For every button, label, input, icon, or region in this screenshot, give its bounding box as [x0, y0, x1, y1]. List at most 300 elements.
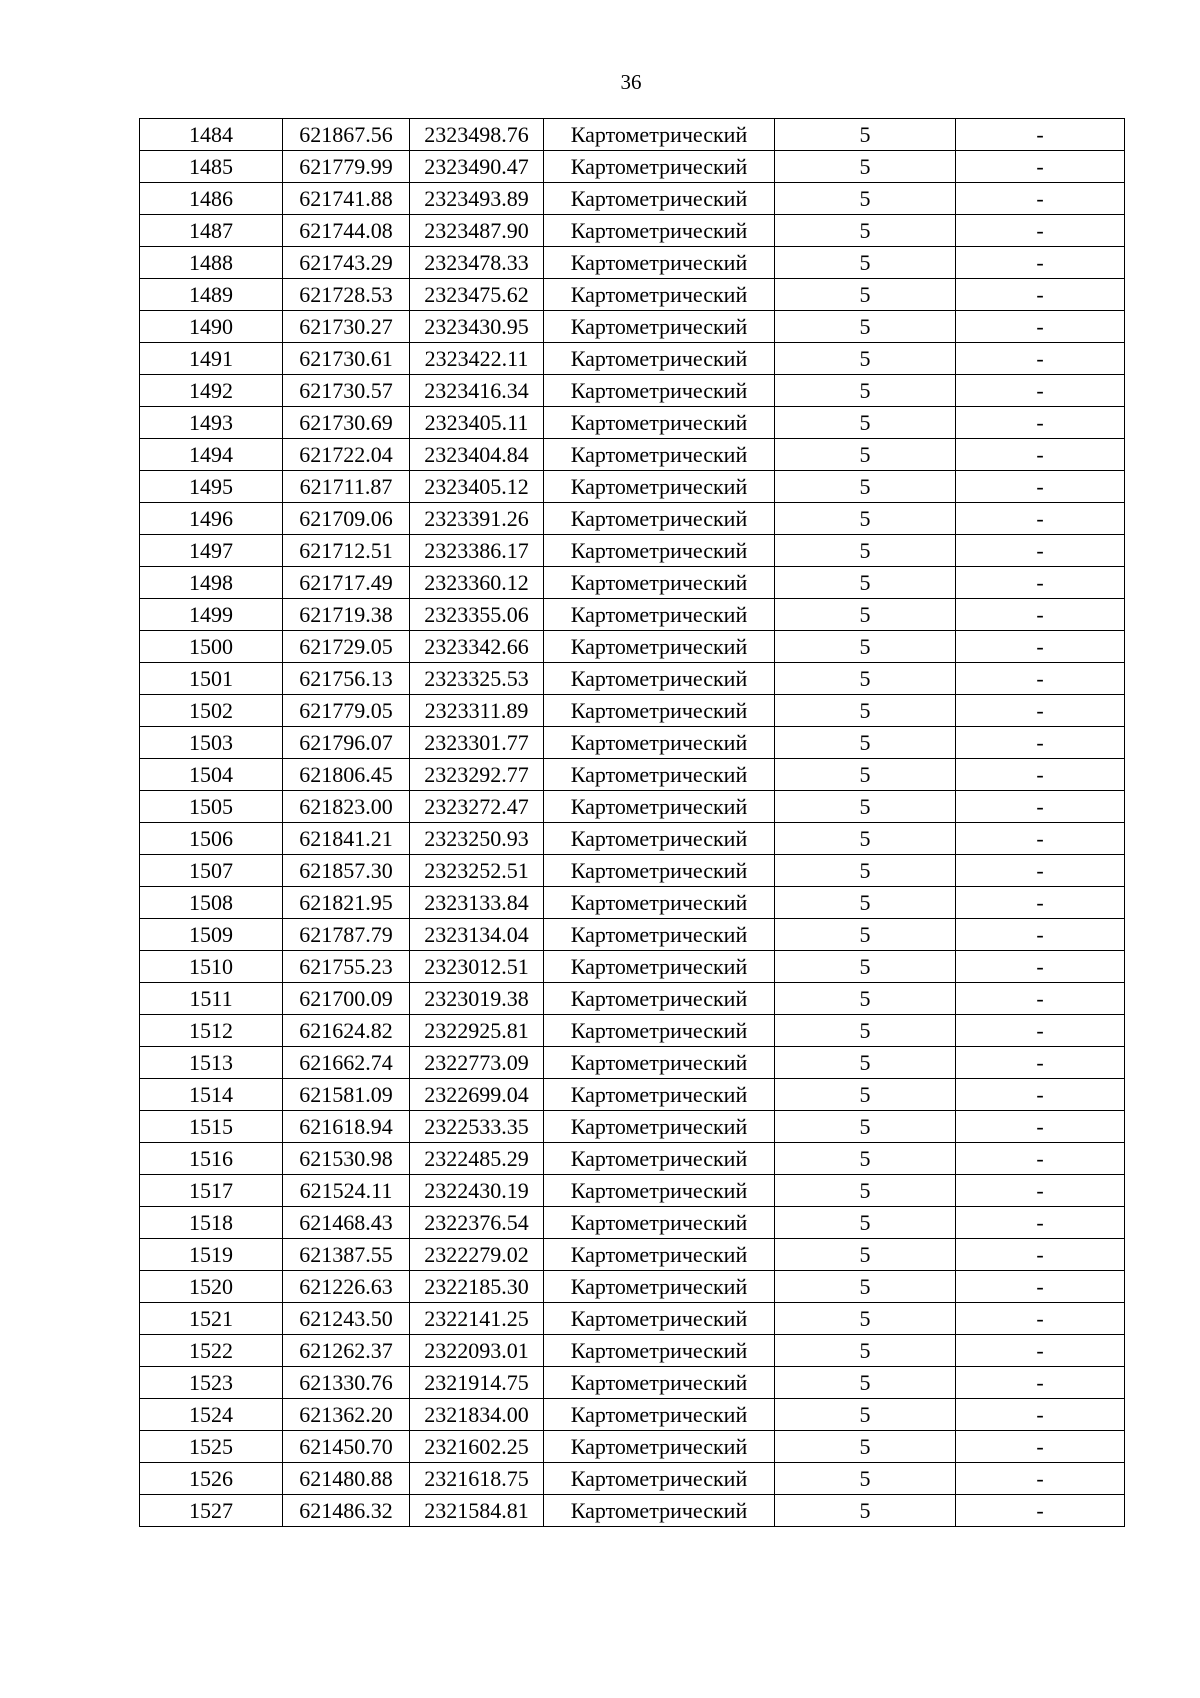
accuracy-cell: 5 — [775, 1143, 956, 1175]
point-number-cell: 1508 — [140, 887, 283, 919]
point-number-cell: 1492 — [140, 375, 283, 407]
method-cell: Картометрический — [544, 663, 775, 695]
method-cell: Картометрический — [544, 1079, 775, 1111]
accuracy-cell: 5 — [775, 503, 956, 535]
method-cell: Картометрический — [544, 919, 775, 951]
accuracy-cell: 5 — [775, 1367, 956, 1399]
x-coordinate-cell: 621262.37 — [283, 1335, 410, 1367]
table-row — [140, 663, 1125, 695]
y-coordinate-cell: 2323311.89 — [410, 695, 544, 727]
method-cell: Картометрический — [544, 1431, 775, 1463]
table-row — [140, 1143, 1125, 1175]
method-cell: Картометрический — [544, 311, 775, 343]
x-coordinate-cell: 621387.55 — [283, 1239, 410, 1271]
point-number-cell: 1514 — [140, 1079, 283, 1111]
point-number-cell: 1495 — [140, 471, 283, 503]
table-row — [140, 1463, 1125, 1495]
method-cell: Картометрический — [544, 119, 775, 151]
point-number-cell: 1502 — [140, 695, 283, 727]
y-coordinate-cell: 2323490.47 — [410, 151, 544, 183]
method-cell: Картометрический — [544, 983, 775, 1015]
y-coordinate-cell: 2323498.76 — [410, 119, 544, 151]
point-number-cell: 1512 — [140, 1015, 283, 1047]
accuracy-cell: 5 — [775, 695, 956, 727]
point-number-cell: 1503 — [140, 727, 283, 759]
accuracy-cell: 5 — [775, 791, 956, 823]
note-cell: - — [956, 151, 1125, 183]
method-cell: Картометрический — [544, 407, 775, 439]
accuracy-cell: 5 — [775, 567, 956, 599]
accuracy-cell: 5 — [775, 1271, 956, 1303]
accuracy-cell: 5 — [775, 407, 956, 439]
method-cell: Картометрический — [544, 215, 775, 247]
note-cell: - — [956, 951, 1125, 983]
accuracy-cell: 5 — [775, 727, 956, 759]
y-coordinate-cell: 2323422.11 — [410, 343, 544, 375]
y-coordinate-cell: 2323325.53 — [410, 663, 544, 695]
note-cell: - — [956, 631, 1125, 663]
note-cell: - — [956, 1175, 1125, 1207]
y-coordinate-cell: 2323250.93 — [410, 823, 544, 855]
note-cell: - — [956, 407, 1125, 439]
x-coordinate-cell: 621730.61 — [283, 343, 410, 375]
note-cell: - — [956, 1463, 1125, 1495]
table-row — [140, 1015, 1125, 1047]
table-row — [140, 279, 1125, 311]
point-number-cell: 1494 — [140, 439, 283, 471]
y-coordinate-cell: 2321602.25 — [410, 1431, 544, 1463]
table-row — [140, 1303, 1125, 1335]
method-cell: Картометрический — [544, 727, 775, 759]
method-cell: Картометрический — [544, 759, 775, 791]
note-cell: - — [956, 1143, 1125, 1175]
accuracy-cell: 5 — [775, 1303, 956, 1335]
coordinates-table — [139, 118, 1125, 1527]
note-cell: - — [956, 183, 1125, 215]
x-coordinate-cell: 621744.08 — [283, 215, 410, 247]
method-cell: Картометрический — [544, 791, 775, 823]
x-coordinate-cell: 621709.06 — [283, 503, 410, 535]
table-row — [140, 791, 1125, 823]
accuracy-cell: 5 — [775, 311, 956, 343]
point-number-cell: 1523 — [140, 1367, 283, 1399]
accuracy-cell: 5 — [775, 1175, 956, 1207]
x-coordinate-cell: 621330.76 — [283, 1367, 410, 1399]
table-row — [140, 823, 1125, 855]
accuracy-cell: 5 — [775, 439, 956, 471]
x-coordinate-cell: 621755.23 — [283, 951, 410, 983]
method-cell: Картометрический — [544, 151, 775, 183]
y-coordinate-cell: 2323478.33 — [410, 247, 544, 279]
x-coordinate-cell: 621728.53 — [283, 279, 410, 311]
x-coordinate-cell: 621468.43 — [283, 1207, 410, 1239]
x-coordinate-cell: 621530.98 — [283, 1143, 410, 1175]
x-coordinate-cell: 621480.88 — [283, 1463, 410, 1495]
table-row — [140, 375, 1125, 407]
table-row — [140, 1207, 1125, 1239]
table-row — [140, 631, 1125, 663]
y-coordinate-cell: 2321584.81 — [410, 1495, 544, 1527]
table-row — [140, 727, 1125, 759]
y-coordinate-cell: 2323252.51 — [410, 855, 544, 887]
accuracy-cell: 5 — [775, 759, 956, 791]
accuracy-cell: 5 — [775, 599, 956, 631]
y-coordinate-cell: 2323416.34 — [410, 375, 544, 407]
note-cell: - — [956, 1015, 1125, 1047]
accuracy-cell: 5 — [775, 1047, 956, 1079]
x-coordinate-cell: 621524.11 — [283, 1175, 410, 1207]
method-cell: Картометрический — [544, 183, 775, 215]
note-cell: - — [956, 567, 1125, 599]
method-cell: Картометрический — [544, 567, 775, 599]
y-coordinate-cell: 2321834.00 — [410, 1399, 544, 1431]
point-number-cell: 1500 — [140, 631, 283, 663]
accuracy-cell: 5 — [775, 951, 956, 983]
point-number-cell: 1490 — [140, 311, 283, 343]
accuracy-cell: 5 — [775, 471, 956, 503]
x-coordinate-cell: 621450.70 — [283, 1431, 410, 1463]
accuracy-cell: 5 — [775, 535, 956, 567]
y-coordinate-cell: 2323487.90 — [410, 215, 544, 247]
x-coordinate-cell: 621779.05 — [283, 695, 410, 727]
point-number-cell: 1485 — [140, 151, 283, 183]
x-coordinate-cell: 621722.04 — [283, 439, 410, 471]
note-cell: - — [956, 503, 1125, 535]
accuracy-cell: 5 — [775, 1111, 956, 1143]
y-coordinate-cell: 2323292.77 — [410, 759, 544, 791]
note-cell: - — [956, 1367, 1125, 1399]
point-number-cell: 1520 — [140, 1271, 283, 1303]
table-row — [140, 439, 1125, 471]
y-coordinate-cell: 2323475.62 — [410, 279, 544, 311]
x-coordinate-cell: 621624.82 — [283, 1015, 410, 1047]
note-cell: - — [956, 279, 1125, 311]
note-cell: - — [956, 1431, 1125, 1463]
point-number-cell: 1517 — [140, 1175, 283, 1207]
table-row — [140, 215, 1125, 247]
page-number: 36 — [620, 70, 642, 94]
y-coordinate-cell: 2322430.19 — [410, 1175, 544, 1207]
table-row — [140, 887, 1125, 919]
method-cell: Картометрический — [544, 1303, 775, 1335]
point-number-cell: 1486 — [140, 183, 283, 215]
x-coordinate-cell: 621362.20 — [283, 1399, 410, 1431]
note-cell: - — [956, 1079, 1125, 1111]
x-coordinate-cell: 621821.95 — [283, 887, 410, 919]
method-cell: Картометрический — [544, 1463, 775, 1495]
table-row — [140, 599, 1125, 631]
x-coordinate-cell: 621779.99 — [283, 151, 410, 183]
table-row — [140, 1175, 1125, 1207]
accuracy-cell: 5 — [775, 823, 956, 855]
y-coordinate-cell: 2323430.95 — [410, 311, 544, 343]
accuracy-cell: 5 — [775, 1495, 956, 1527]
table-row — [140, 1495, 1125, 1527]
accuracy-cell: 5 — [775, 343, 956, 375]
y-coordinate-cell: 2323019.38 — [410, 983, 544, 1015]
x-coordinate-cell: 621662.74 — [283, 1047, 410, 1079]
y-coordinate-cell: 2322093.01 — [410, 1335, 544, 1367]
method-cell: Картометрический — [544, 535, 775, 567]
y-coordinate-cell: 2323272.47 — [410, 791, 544, 823]
point-number-cell: 1525 — [140, 1431, 283, 1463]
y-coordinate-cell: 2322141.25 — [410, 1303, 544, 1335]
method-cell: Картометрический — [544, 247, 775, 279]
point-number-cell: 1507 — [140, 855, 283, 887]
x-coordinate-cell: 621717.49 — [283, 567, 410, 599]
note-cell: - — [956, 1495, 1125, 1527]
point-number-cell: 1524 — [140, 1399, 283, 1431]
table-row — [140, 183, 1125, 215]
x-coordinate-cell: 621730.27 — [283, 311, 410, 343]
x-coordinate-cell: 621823.00 — [283, 791, 410, 823]
accuracy-cell: 5 — [775, 279, 956, 311]
accuracy-cell: 5 — [775, 1463, 956, 1495]
y-coordinate-cell: 2322279.02 — [410, 1239, 544, 1271]
note-cell: - — [956, 983, 1125, 1015]
x-coordinate-cell: 621756.13 — [283, 663, 410, 695]
accuracy-cell: 5 — [775, 1399, 956, 1431]
x-coordinate-cell: 621486.32 — [283, 1495, 410, 1527]
x-coordinate-cell: 621700.09 — [283, 983, 410, 1015]
note-cell: - — [956, 1399, 1125, 1431]
table-row — [140, 567, 1125, 599]
table-row — [140, 983, 1125, 1015]
x-coordinate-cell: 621712.51 — [283, 535, 410, 567]
coordinates-table-body — [140, 119, 1125, 1527]
table-row — [140, 695, 1125, 727]
note-cell: - — [956, 887, 1125, 919]
note-cell: - — [956, 919, 1125, 951]
note-cell: - — [956, 1335, 1125, 1367]
note-cell: - — [956, 1111, 1125, 1143]
method-cell: Картометрический — [544, 1143, 775, 1175]
table-row — [140, 503, 1125, 535]
table-row — [140, 151, 1125, 183]
table-row — [140, 855, 1125, 887]
accuracy-cell: 5 — [775, 663, 956, 695]
note-cell: - — [956, 1271, 1125, 1303]
accuracy-cell: 5 — [775, 887, 956, 919]
note-cell: - — [956, 727, 1125, 759]
note-cell: - — [956, 663, 1125, 695]
method-cell: Картометрический — [544, 1495, 775, 1527]
x-coordinate-cell: 621796.07 — [283, 727, 410, 759]
point-number-cell: 1518 — [140, 1207, 283, 1239]
accuracy-cell: 5 — [775, 1207, 956, 1239]
point-number-cell: 1526 — [140, 1463, 283, 1495]
y-coordinate-cell: 2323355.06 — [410, 599, 544, 631]
note-cell: - — [956, 343, 1125, 375]
method-cell: Картометрический — [544, 695, 775, 727]
x-coordinate-cell: 621841.21 — [283, 823, 410, 855]
method-cell: Картометрический — [544, 471, 775, 503]
x-coordinate-cell: 621787.79 — [283, 919, 410, 951]
method-cell: Картометрический — [544, 887, 775, 919]
accuracy-cell: 5 — [775, 1015, 956, 1047]
y-coordinate-cell: 2323301.77 — [410, 727, 544, 759]
table-row — [140, 1335, 1125, 1367]
point-number-cell: 1521 — [140, 1303, 283, 1335]
x-coordinate-cell: 621729.05 — [283, 631, 410, 663]
y-coordinate-cell: 2322185.30 — [410, 1271, 544, 1303]
table-row — [140, 1079, 1125, 1111]
y-coordinate-cell: 2321618.75 — [410, 1463, 544, 1495]
point-number-cell: 1499 — [140, 599, 283, 631]
note-cell: - — [956, 855, 1125, 887]
method-cell: Картометрический — [544, 599, 775, 631]
note-cell: - — [956, 215, 1125, 247]
y-coordinate-cell: 2323391.26 — [410, 503, 544, 535]
method-cell: Картометрический — [544, 1335, 775, 1367]
table-row — [140, 119, 1125, 151]
y-coordinate-cell: 2323360.12 — [410, 567, 544, 599]
table-row — [140, 1239, 1125, 1271]
x-coordinate-cell: 621226.63 — [283, 1271, 410, 1303]
note-cell: - — [956, 1047, 1125, 1079]
accuracy-cell: 5 — [775, 215, 956, 247]
x-coordinate-cell: 621730.57 — [283, 375, 410, 407]
point-number-cell: 1493 — [140, 407, 283, 439]
note-cell: - — [956, 823, 1125, 855]
y-coordinate-cell: 2321914.75 — [410, 1367, 544, 1399]
y-coordinate-cell: 2322376.54 — [410, 1207, 544, 1239]
x-coordinate-cell: 621243.50 — [283, 1303, 410, 1335]
accuracy-cell: 5 — [775, 983, 956, 1015]
point-number-cell: 1501 — [140, 663, 283, 695]
table-row — [140, 1431, 1125, 1463]
point-number-cell: 1498 — [140, 567, 283, 599]
x-coordinate-cell: 621743.29 — [283, 247, 410, 279]
point-number-cell: 1519 — [140, 1239, 283, 1271]
method-cell: Картометрический — [544, 1207, 775, 1239]
x-coordinate-cell: 621867.56 — [283, 119, 410, 151]
x-coordinate-cell: 621806.45 — [283, 759, 410, 791]
note-cell: - — [956, 311, 1125, 343]
table-row — [140, 535, 1125, 567]
note-cell: - — [956, 119, 1125, 151]
table-row — [140, 407, 1125, 439]
point-number-cell: 1527 — [140, 1495, 283, 1527]
point-number-cell: 1506 — [140, 823, 283, 855]
x-coordinate-cell: 621741.88 — [283, 183, 410, 215]
point-number-cell: 1513 — [140, 1047, 283, 1079]
accuracy-cell: 5 — [775, 1431, 956, 1463]
accuracy-cell: 5 — [775, 151, 956, 183]
y-coordinate-cell: 2322773.09 — [410, 1047, 544, 1079]
x-coordinate-cell: 621719.38 — [283, 599, 410, 631]
table-row — [140, 1271, 1125, 1303]
point-number-cell: 1516 — [140, 1143, 283, 1175]
method-cell: Картометрический — [544, 503, 775, 535]
method-cell: Картометрический — [544, 1367, 775, 1399]
y-coordinate-cell: 2323133.84 — [410, 887, 544, 919]
table-row — [140, 1047, 1125, 1079]
accuracy-cell: 5 — [775, 631, 956, 663]
method-cell: Картометрический — [544, 1399, 775, 1431]
accuracy-cell: 5 — [775, 855, 956, 887]
point-number-cell: 1489 — [140, 279, 283, 311]
accuracy-cell: 5 — [775, 1079, 956, 1111]
note-cell: - — [956, 1303, 1125, 1335]
point-number-cell: 1497 — [140, 535, 283, 567]
point-number-cell: 1496 — [140, 503, 283, 535]
method-cell: Картометрический — [544, 375, 775, 407]
note-cell: - — [956, 375, 1125, 407]
point-number-cell: 1522 — [140, 1335, 283, 1367]
note-cell: - — [956, 791, 1125, 823]
x-coordinate-cell: 621581.09 — [283, 1079, 410, 1111]
point-number-cell: 1487 — [140, 215, 283, 247]
accuracy-cell: 5 — [775, 375, 956, 407]
table-row — [140, 1367, 1125, 1399]
table-row — [140, 247, 1125, 279]
y-coordinate-cell: 2323405.11 — [410, 407, 544, 439]
point-number-cell: 1505 — [140, 791, 283, 823]
y-coordinate-cell: 2322699.04 — [410, 1079, 544, 1111]
table-row — [140, 919, 1125, 951]
note-cell: - — [956, 535, 1125, 567]
y-coordinate-cell: 2323404.84 — [410, 439, 544, 471]
point-number-cell: 1488 — [140, 247, 283, 279]
x-coordinate-cell: 621711.87 — [283, 471, 410, 503]
method-cell: Картометрический — [544, 343, 775, 375]
note-cell: - — [956, 695, 1125, 727]
table-row — [140, 1399, 1125, 1431]
point-number-cell: 1511 — [140, 983, 283, 1015]
method-cell: Картометрический — [544, 1175, 775, 1207]
method-cell: Картометрический — [544, 439, 775, 471]
accuracy-cell: 5 — [775, 1239, 956, 1271]
x-coordinate-cell: 621730.69 — [283, 407, 410, 439]
note-cell: - — [956, 471, 1125, 503]
point-number-cell: 1515 — [140, 1111, 283, 1143]
method-cell: Картометрический — [544, 855, 775, 887]
table-row — [140, 759, 1125, 791]
accuracy-cell: 5 — [775, 919, 956, 951]
point-number-cell: 1491 — [140, 343, 283, 375]
note-cell: - — [956, 759, 1125, 791]
accuracy-cell: 5 — [775, 1335, 956, 1367]
point-number-cell: 1510 — [140, 951, 283, 983]
y-coordinate-cell: 2323134.04 — [410, 919, 544, 951]
point-number-cell: 1509 — [140, 919, 283, 951]
y-coordinate-cell: 2323405.12 — [410, 471, 544, 503]
note-cell: - — [956, 247, 1125, 279]
note-cell: - — [956, 1239, 1125, 1271]
method-cell: Картометрический — [544, 1047, 775, 1079]
method-cell: Картометрический — [544, 1239, 775, 1271]
table-row — [140, 343, 1125, 375]
y-coordinate-cell: 2322533.35 — [410, 1111, 544, 1143]
x-coordinate-cell: 621618.94 — [283, 1111, 410, 1143]
method-cell: Картометрический — [544, 631, 775, 663]
accuracy-cell: 5 — [775, 119, 956, 151]
point-number-cell: 1484 — [140, 119, 283, 151]
point-number-cell: 1504 — [140, 759, 283, 791]
method-cell: Картометрический — [544, 1111, 775, 1143]
table-row — [140, 311, 1125, 343]
y-coordinate-cell: 2323012.51 — [410, 951, 544, 983]
y-coordinate-cell: 2323493.89 — [410, 183, 544, 215]
method-cell: Картометрический — [544, 823, 775, 855]
note-cell: - — [956, 1207, 1125, 1239]
method-cell: Картометрический — [544, 951, 775, 983]
x-coordinate-cell: 621857.30 — [283, 855, 410, 887]
note-cell: - — [956, 439, 1125, 471]
y-coordinate-cell: 2323386.17 — [410, 535, 544, 567]
y-coordinate-cell: 2322925.81 — [410, 1015, 544, 1047]
